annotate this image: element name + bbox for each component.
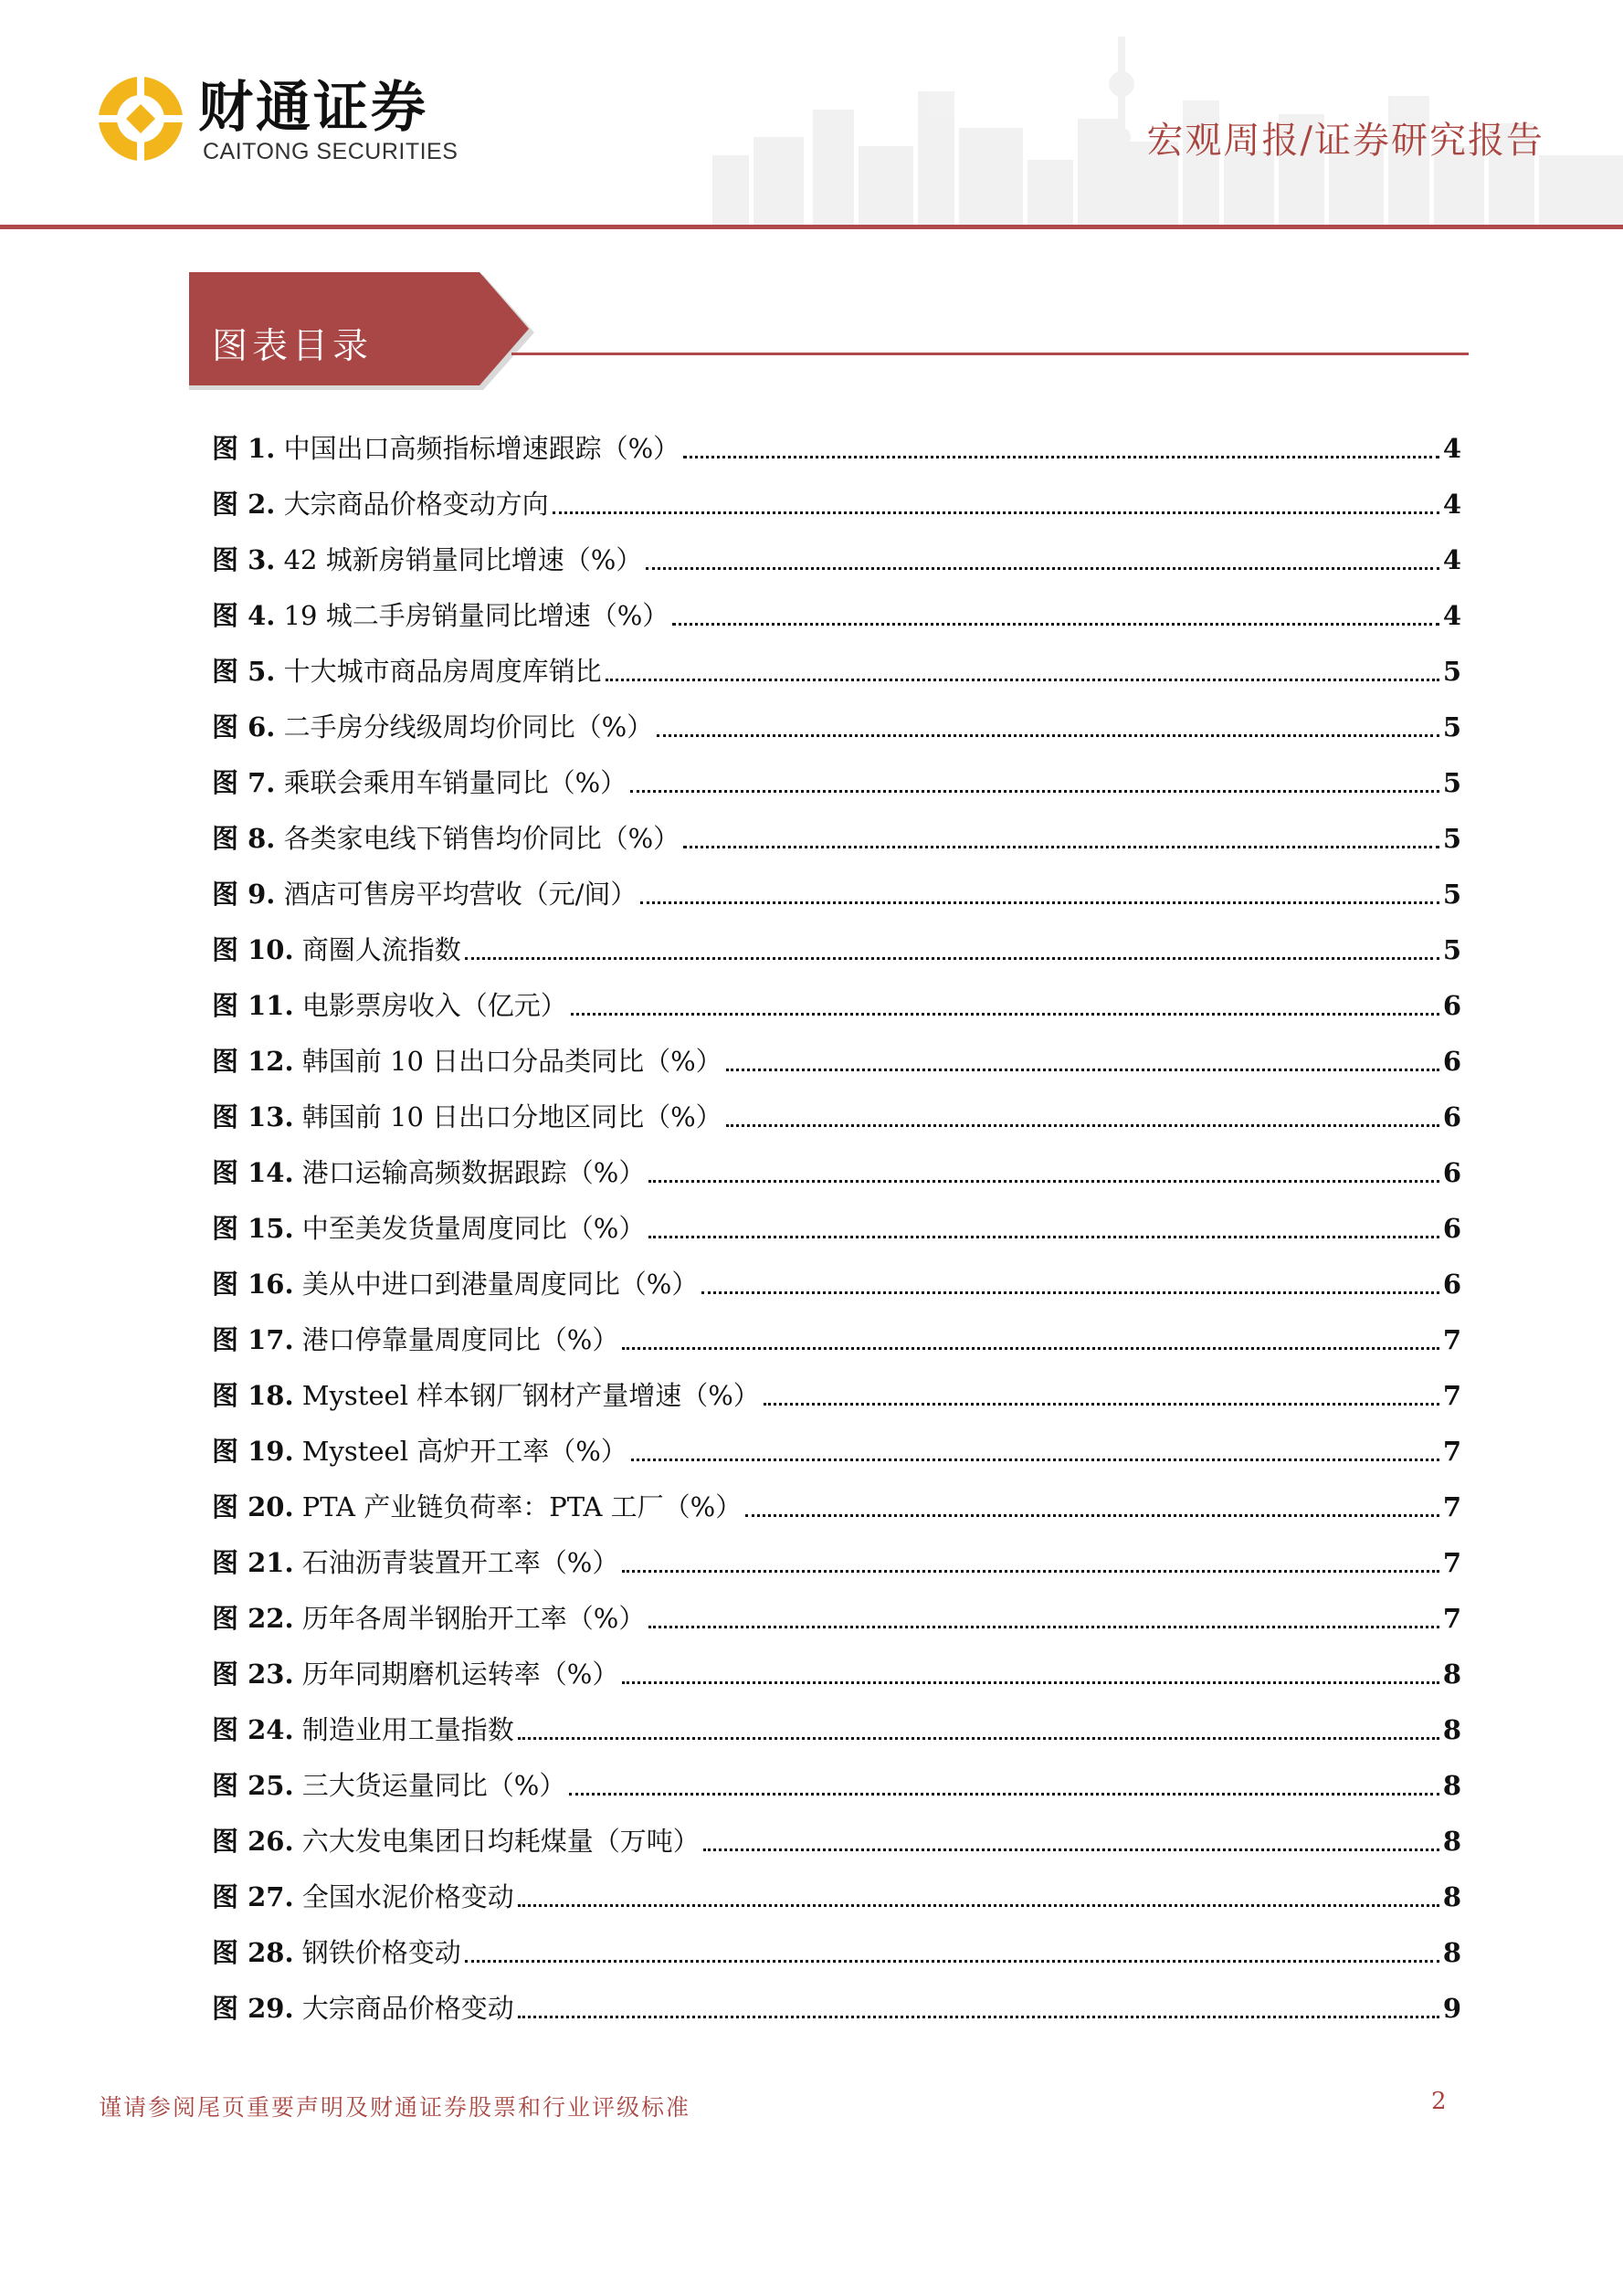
toc-entry-label [212, 655, 602, 688]
toc-entry-label [212, 1212, 645, 1245]
page-header [0, 0, 1623, 234]
toc-figure-number: 图 14. [212, 1156, 294, 1188]
toc-figure-title: 42 城新房销量同比增速（%） [283, 543, 643, 575]
toc-page-number: 8 [1442, 1880, 1461, 1912]
toc-page-number: 4 [1442, 488, 1461, 520]
section-divider [511, 353, 1469, 355]
toc-entry-label [212, 1658, 618, 1690]
toc-dot-leader [465, 957, 1439, 960]
header-divider [0, 225, 1623, 229]
toc-entry-label [212, 878, 637, 911]
toc-page-number: 4 [1442, 543, 1461, 575]
toc-figure-title: 电影票房收入（亿元） [301, 989, 567, 1021]
toc-entry-label [212, 1045, 722, 1078]
toc-entry-label [212, 488, 549, 521]
toc-dot-leader [553, 511, 1439, 514]
toc-figure-number: 图 28. [212, 1936, 294, 1968]
toc-dot-leader [518, 1737, 1439, 1740]
toc-figure-title: 石油沥青装置开工率（%） [301, 1546, 619, 1578]
toc-page-number: 6 [1442, 1212, 1461, 1244]
toc-figure-number: 图 5. [212, 655, 276, 687]
toc-figure-title: 十大城市商品房周度库销比 [283, 655, 602, 687]
toc-figure-number: 图 10. [212, 933, 294, 965]
toc-figure-number: 图 2. [212, 488, 276, 520]
toc-entry[interactable] [212, 1757, 1461, 1813]
toc-entry-label [212, 933, 461, 966]
toc-dot-leader [518, 2016, 1439, 2018]
toc-figure-number: 图 12. [212, 1045, 294, 1077]
toc-entry-label [212, 989, 567, 1022]
toc-figure-number: 图 24. [212, 1713, 294, 1745]
toc-entry-label [212, 1936, 461, 1969]
toc-figure-number: 图 15. [212, 1212, 294, 1244]
toc-figure-title: 19 城二手房销量同比增速（%） [283, 599, 669, 631]
toc-figure-title: 各类家电线下销售均价同比（%） [283, 822, 680, 854]
toc-dot-leader [648, 1180, 1439, 1183]
toc-entry[interactable] [212, 1144, 1461, 1200]
toc-entry-label [212, 1268, 698, 1301]
toc-page-number: 5 [1442, 933, 1461, 965]
toc-figure-number: 图 21. [212, 1546, 294, 1578]
toc-figure-title: 二手房分线级周均价同比（%） [283, 711, 654, 743]
toc-figure-title: 酒店可售房平均营收（元/间） [283, 878, 638, 910]
toc-entry[interactable] [212, 1534, 1461, 1590]
toc-figure-number: 图 3. [212, 543, 276, 575]
toc-figure-title: 中至美发货量周度同比（%） [301, 1212, 646, 1244]
toc-page-number: 9 [1442, 1992, 1461, 2024]
toc-figure-number: 图 25. [212, 1769, 294, 1801]
toc-dot-leader [646, 567, 1439, 570]
toc-entry-label [212, 1156, 645, 1189]
toc-entry[interactable] [212, 1479, 1461, 1534]
toc-page-number: 8 [1442, 1658, 1461, 1690]
toc-entry-label [212, 1992, 514, 2025]
toc-entry[interactable] [212, 1311, 1461, 1367]
toc-figure-title: Mysteel 高炉开工率（%） [301, 1435, 627, 1467]
toc-entry-label [212, 1490, 742, 1523]
toc-page-number: 6 [1442, 1156, 1461, 1188]
toc-page-number: 5 [1442, 711, 1461, 743]
toc-entry[interactable] [212, 643, 1461, 699]
toc-dot-leader [683, 456, 1439, 458]
toc-entry-label [212, 1880, 514, 1913]
toc-page-number: 4 [1442, 432, 1461, 464]
toc-page-number: 7 [1442, 1379, 1461, 1411]
toc-entry-label [212, 1602, 645, 1635]
toc-dot-leader [745, 1514, 1439, 1517]
toc-dot-leader [640, 901, 1439, 904]
toc-page-number: 6 [1442, 1268, 1461, 1300]
toc-dot-leader [569, 1793, 1439, 1796]
document-type: 宏观周报/证券研究报告 [1146, 120, 1544, 162]
toc-entry[interactable] [212, 1367, 1461, 1423]
toc-entry[interactable] [212, 1924, 1461, 1980]
toc-figure-title: 韩国前 10 日出口分地区同比（%） [301, 1101, 722, 1132]
toc-figure-number: 图 23. [212, 1658, 294, 1690]
footer-disclaimer: 谨请参阅尾页重要声明及财通证券股票和行业评级标准 [99, 2094, 691, 2121]
toc-figure-number: 图 13. [212, 1101, 294, 1132]
toc-dot-leader [657, 734, 1439, 737]
toc-dot-leader [648, 1236, 1439, 1238]
toc-figure-title: 中国出口高频指标增速跟踪（%） [283, 432, 680, 464]
toc-dot-leader [630, 790, 1439, 793]
toc-figure-title: 全国水泥价格变动 [301, 1880, 514, 1912]
toc-entry[interactable] [212, 1089, 1461, 1144]
toc-figure-number: 图 27. [212, 1880, 294, 1912]
toc-dot-leader [726, 1124, 1439, 1127]
toc-figure-title: 六大发电集团日均耗煤量（万吨） [301, 1825, 700, 1857]
toc-figure-title: 美从中进口到港量周度同比（%） [301, 1268, 699, 1300]
toc-dot-leader [465, 1960, 1439, 1963]
toc-page-number: 5 [1442, 655, 1461, 687]
toc-figure-title: 制造业用工量指数 [301, 1713, 514, 1745]
toc-figure-number: 图 18. [212, 1379, 294, 1411]
toc-figure-number: 图 8. [212, 822, 276, 854]
toc-dot-leader [631, 1459, 1439, 1461]
toc-entry[interactable] [212, 1701, 1461, 1757]
toc-dot-leader [703, 1848, 1439, 1851]
table-of-figures [212, 420, 1461, 2036]
toc-figure-title: 大宗商品价格变动 [301, 1992, 514, 2024]
toc-figure-number: 图 1. [212, 432, 276, 464]
toc-dot-leader [683, 846, 1439, 848]
toc-figure-number: 图 11. [212, 989, 294, 1021]
toc-entry-label [212, 1546, 618, 1579]
toc-page-number: 5 [1442, 766, 1461, 798]
toc-dot-leader [622, 1347, 1439, 1350]
toc-entry[interactable] [212, 1646, 1461, 1701]
page-number: 2 [1431, 2088, 1447, 2115]
toc-entry[interactable] [212, 1869, 1461, 1924]
toc-entry-label [212, 766, 627, 799]
toc-figure-title: 历年各周半钢胎开工率（%） [301, 1602, 646, 1634]
toc-dot-leader [726, 1069, 1439, 1071]
toc-entry-label [212, 599, 669, 632]
toc-figure-number: 图 16. [212, 1268, 294, 1300]
toc-page-number: 8 [1442, 1936, 1461, 1968]
toc-figure-number: 图 19. [212, 1435, 294, 1467]
toc-page-number: 5 [1442, 878, 1461, 910]
toc-dot-leader [622, 1681, 1439, 1684]
toc-figure-number: 图 4. [212, 599, 276, 631]
toc-entry[interactable] [212, 1033, 1461, 1089]
toc-page-number: 5 [1442, 822, 1461, 854]
brand-name-cn: 财通证券 [198, 76, 428, 140]
toc-dot-leader [701, 1291, 1439, 1294]
toc-figure-number: 图 20. [212, 1490, 294, 1522]
toc-page-number: 4 [1442, 599, 1461, 631]
toc-figure-title: PTA 产业链负荷率：PTA 工厂（%） [301, 1490, 743, 1522]
toc-dot-leader [606, 679, 1439, 681]
toc-entry-label [212, 432, 680, 465]
toc-dot-leader [648, 1626, 1439, 1628]
toc-dot-leader [571, 1013, 1439, 1016]
toc-entry-label [212, 1101, 722, 1133]
toc-page-number: 7 [1442, 1435, 1461, 1467]
city-skyline-graphic [712, 0, 1623, 226]
toc-page-number: 7 [1442, 1546, 1461, 1578]
toc-entry[interactable] [212, 587, 1461, 643]
toc-dot-leader [764, 1403, 1439, 1406]
toc-page-number: 7 [1442, 1602, 1461, 1634]
toc-entry-label [212, 1769, 565, 1802]
toc-page-number: 8 [1442, 1713, 1461, 1745]
toc-entry[interactable] [212, 476, 1461, 532]
toc-figure-title: 历年同期磨机运转率（%） [301, 1658, 619, 1690]
toc-entry[interactable] [212, 866, 1461, 922]
toc-figure-title: 乘联会乘用车销量同比（%） [283, 766, 627, 798]
toc-page-number: 7 [1442, 1490, 1461, 1522]
toc-figure-title: 港口停靠量周度同比（%） [301, 1323, 619, 1355]
toc-entry[interactable] [212, 1590, 1461, 1646]
toc-dot-leader [518, 1904, 1439, 1907]
toc-figure-number: 图 7. [212, 766, 276, 798]
toc-figure-number: 图 22. [212, 1602, 294, 1634]
toc-entry[interactable] [212, 977, 1461, 1033]
toc-figure-number: 图 17. [212, 1323, 294, 1355]
toc-figure-title: 港口运输高频数据跟踪（%） [301, 1156, 646, 1188]
toc-entry[interactable] [212, 1200, 1461, 1256]
toc-entry[interactable] [212, 1256, 1461, 1311]
toc-entry[interactable] [212, 420, 1461, 476]
toc-dot-leader [672, 623, 1439, 626]
toc-page-number: 6 [1442, 989, 1461, 1021]
toc-entry[interactable] [212, 1980, 1461, 2036]
toc-figure-title: 商圈人流指数 [301, 933, 461, 965]
toc-entry-label [212, 543, 642, 576]
toc-figure-title: Mysteel 样本钢厂钢材产量增速（%） [301, 1379, 760, 1411]
brand-name-en: CAITONG SECURITIES [203, 139, 458, 164]
toc-entry-label [212, 822, 680, 855]
caitong-logo-icon [95, 73, 186, 164]
toc-entry[interactable] [212, 1423, 1461, 1479]
toc-figure-number: 图 26. [212, 1825, 294, 1857]
toc-page-number: 6 [1442, 1045, 1461, 1077]
toc-entry-label [212, 1713, 514, 1746]
toc-entry[interactable] [212, 699, 1461, 754]
toc-entry[interactable] [212, 922, 1461, 977]
toc-figure-number: 图 6. [212, 711, 276, 743]
toc-entry-label [212, 1379, 760, 1412]
toc-figure-title: 三大货运量同比（%） [301, 1769, 566, 1801]
toc-figure-number: 图 9. [212, 878, 276, 910]
toc-page-number: 8 [1442, 1769, 1461, 1801]
section-title: 图表目录 [212, 326, 374, 367]
toc-page-number: 8 [1442, 1825, 1461, 1857]
toc-figure-title: 钢铁价格变动 [301, 1936, 461, 1968]
toc-figure-number: 图 29. [212, 1992, 294, 2024]
toc-page-number: 7 [1442, 1323, 1461, 1355]
toc-entry[interactable] [212, 1813, 1461, 1869]
toc-entry-label [212, 711, 653, 743]
toc-figure-title: 大宗商品价格变动方向 [283, 488, 549, 520]
toc-entry[interactable] [212, 532, 1461, 587]
toc-entry[interactable] [212, 754, 1461, 810]
toc-entry-label [212, 1323, 618, 1356]
toc-entry[interactable] [212, 810, 1461, 866]
toc-page-number: 6 [1442, 1101, 1461, 1132]
toc-entry-label [212, 1825, 700, 1858]
toc-dot-leader [622, 1570, 1439, 1573]
toc-entry-label [212, 1435, 627, 1468]
toc-figure-title: 韩国前 10 日出口分品类同比（%） [301, 1045, 722, 1077]
